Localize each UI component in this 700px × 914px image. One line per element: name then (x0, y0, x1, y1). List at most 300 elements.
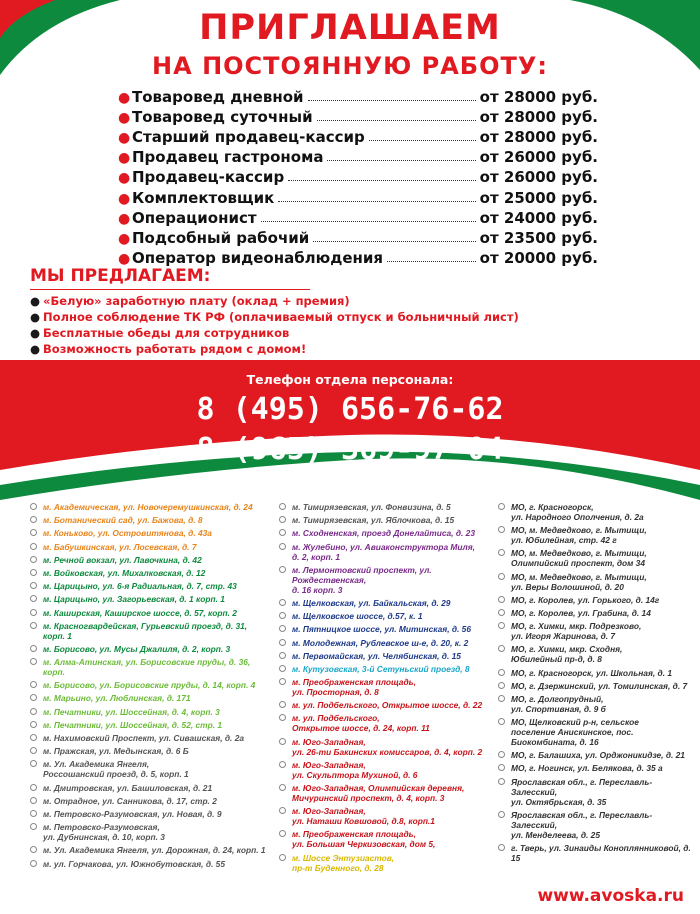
address-line-2: пр-т Буденного, д. 28 (292, 862, 384, 873)
vacancy-name: Товаровед суточный (132, 108, 313, 127)
address-line-2: д. 16 корп. 3 (292, 584, 343, 595)
circle-bullet-icon (30, 823, 37, 830)
address-item (498, 843, 698, 863)
address-text (511, 777, 698, 807)
address-item (279, 638, 494, 648)
address-item (30, 746, 270, 756)
address-line-1: м. Отрадное, ул. Санникова, д. 17, стр. 2 (43, 795, 217, 806)
address-line-1: МО, м. Медведково, г. Мытищи, (511, 571, 647, 582)
circle-bullet-icon (498, 764, 505, 771)
dot-leader (327, 160, 475, 161)
address-item (279, 829, 494, 849)
circle-bullet-icon (498, 718, 505, 725)
circle-bullet-icon (498, 844, 505, 851)
address-text (43, 568, 205, 578)
address-line-1: МО, м. Медведково, г. Мытищи, (511, 548, 647, 559)
address-column-2 (279, 502, 494, 876)
address-line-2: Открытое шоссе, д. 24, корп. 11 (292, 723, 430, 734)
address-item (279, 565, 494, 595)
address-text (43, 502, 253, 512)
address-text (43, 594, 225, 604)
address-column-1 (30, 502, 270, 872)
address-text (292, 760, 417, 780)
address-line-1: м. Преображенская площадь, (292, 677, 416, 688)
address-line-2: ул. Просторная, д. 8 (292, 687, 379, 698)
bullet-icon: ● (30, 326, 41, 340)
circle-bullet-icon (30, 645, 37, 652)
address-item (30, 528, 270, 538)
bullet-icon: ● (30, 342, 41, 356)
vacancy-salary: от 25000 руб. (479, 188, 598, 207)
circle-bullet-icon (498, 682, 505, 689)
address-item (30, 822, 270, 842)
address-text (43, 608, 237, 618)
address-line-1: МО, г. Красногорск, ул. Школьная, д. 1 (511, 667, 673, 678)
address-item (30, 733, 270, 743)
address-text (43, 746, 189, 756)
bullet-icon: ● (118, 150, 131, 167)
address-line-1: м. Коньково, ул. Островитянова, д. 43а (43, 528, 212, 539)
circle-bullet-icon (279, 625, 286, 632)
address-text (43, 845, 266, 855)
vacancy-salary: от 26000 руб. (479, 148, 598, 167)
address-text (511, 572, 647, 592)
circle-bullet-icon (30, 582, 37, 589)
address-item (279, 700, 494, 710)
vacancy-row (118, 227, 598, 247)
address-line-1: м. Сходненская, проезд Донелайтиса, д. 23 (292, 528, 475, 539)
circle-bullet-icon (30, 734, 37, 741)
address-text (43, 759, 189, 779)
address-line-2: ул. 26-ти Бакинских комиссаров, д. 4, корп. 2 (292, 746, 483, 757)
vacancy-name: Товаровед дневной (132, 88, 304, 107)
address-line-1: м. Марьино, ул. Люблинская, д. 171 (43, 693, 191, 704)
address-line-1: м. Петровско-Разумовская, ул. Новая, д. 9 (43, 808, 222, 819)
address-text (292, 528, 475, 538)
offer-text: Возможность работать рядом с домом! (43, 342, 307, 356)
address-item (30, 581, 270, 591)
address-line-2: ул. Юбилейная, стр. 42 г (511, 535, 617, 546)
address-text (292, 700, 482, 710)
address-text (43, 542, 196, 552)
dot-leader (278, 201, 475, 202)
circle-bullet-icon (30, 760, 37, 767)
circle-bullet-icon (498, 526, 505, 533)
address-line-1: м. Печатники, ул. Шоссейная, д. 52, стр. 1 (43, 719, 223, 730)
address-text (511, 750, 685, 760)
dot-leader (313, 241, 475, 242)
address-line-1: г. Тверь, ул. Зинаиды Коноплянниковой, д. 15 (511, 843, 691, 863)
circle-bullet-icon (30, 681, 37, 688)
vacancy-row (118, 186, 598, 206)
address-line-1: м. Преображенская площадь, (292, 829, 416, 840)
address-item (279, 713, 494, 733)
address-item (279, 598, 494, 608)
address-line-1: м. Дмитровская, ул. Башиловская, д. 21 (43, 782, 213, 793)
address-text (43, 859, 225, 869)
circle-bullet-icon (279, 784, 286, 791)
address-item (30, 809, 270, 819)
address-text (43, 720, 222, 730)
vacancy-name: Старший продавец-кассир (132, 128, 365, 147)
circle-bullet-icon (30, 516, 37, 523)
address-text (292, 502, 451, 512)
address-item (30, 693, 270, 703)
circle-bullet-icon (30, 543, 37, 550)
address-item (30, 621, 270, 641)
offer-title: МЫ ПРЕДЛАГАЕМ: (30, 266, 211, 286)
address-item (498, 717, 698, 747)
circle-bullet-icon (30, 860, 37, 867)
address-line-1: м. Борисово, ул. Мусы Джалиля, д. 2, корп. 3 (43, 643, 231, 654)
address-item (30, 644, 270, 654)
circle-bullet-icon (498, 778, 505, 785)
headline-subtitle: НА ПОСТОЯННУЮ РАБОТУ: (152, 52, 548, 80)
address-item (30, 568, 270, 578)
address-line-2: Олимпийский проспект, дом 34 (511, 558, 645, 569)
circle-bullet-icon (279, 807, 286, 814)
circle-bullet-icon (279, 529, 286, 536)
address-line-2: ул. Наташи Ковшовой, д.8, корп.1 (292, 816, 435, 827)
address-line-1: МО, г. Королев, ул. Горького, д. 14г (511, 594, 660, 605)
address-item (498, 681, 698, 691)
bullet-icon: ● (118, 190, 131, 207)
address-text (511, 608, 651, 618)
address-line-1: м. Печатники, ул. Шоссейная, д. 4, корп. 3 (43, 706, 220, 717)
address-text (43, 657, 270, 677)
address-text (43, 528, 212, 538)
address-text (292, 542, 475, 562)
address-line-1: м. Кутузовская, 3-й Сетуньский проезд, 8 (292, 663, 470, 674)
circle-bullet-icon (30, 797, 37, 804)
address-line-2: ул. Веры Волошиной, д. 20 (511, 581, 624, 592)
email-link[interactable]: E-mail: kadrovik@avoska.ru (252, 473, 448, 488)
bullet-icon: ● (118, 170, 131, 187)
circle-bullet-icon (30, 721, 37, 728)
address-text (43, 783, 212, 793)
address-line-1: м. Юго-Западная, (292, 759, 366, 770)
address-text (511, 525, 647, 545)
circle-bullet-icon (30, 747, 37, 754)
address-item (279, 611, 494, 621)
circle-bullet-icon (279, 639, 286, 646)
circle-bullet-icon (498, 695, 505, 702)
address-text (292, 737, 482, 757)
address-item (279, 760, 494, 780)
address-line-2: ул. Спортивная, д. 9 б (511, 703, 606, 714)
circle-bullet-icon (279, 830, 286, 837)
address-item (279, 677, 494, 697)
circle-bullet-icon (30, 569, 37, 576)
address-line-1: м. Нахимовский Проспект, ул. Сивашская, д. 2а (43, 733, 245, 743)
address-text (511, 810, 698, 840)
address-text (511, 502, 644, 522)
address-item (498, 608, 698, 618)
bullet-icon: ● (118, 230, 131, 247)
address-line-1: м. Шоссе Энтузиастов, (292, 852, 395, 863)
address-item (498, 572, 698, 592)
address-item (498, 525, 698, 545)
vacancy-salary: от 28000 руб. (479, 88, 598, 107)
headline-title: ПРИГЛАШАЕМ (199, 8, 501, 48)
offer-item (30, 294, 519, 310)
circle-bullet-icon (279, 516, 286, 523)
address-text (292, 611, 423, 621)
circle-bullet-icon (30, 694, 37, 701)
address-text (43, 796, 217, 806)
address-line-1: м. Пятницкое шоссе, ул. Митинская, д. 56 (292, 624, 471, 635)
address-line-1: м. Ул. Академика Янгеля, (43, 759, 150, 770)
address-text (292, 677, 416, 697)
vacancy-row (118, 86, 598, 106)
address-text (43, 809, 222, 819)
address-line-1: м. Ул. Академика Янгеля, ул. Дорожная, д. 24, корп. 1 (43, 845, 266, 856)
vacancy-salary: от 26000 руб. (479, 168, 598, 187)
circle-bullet-icon (498, 573, 505, 580)
address-text (511, 681, 687, 691)
address-text (292, 783, 464, 803)
address-item (279, 664, 494, 674)
address-line-2: Юбилейный пр-д, д. 8 (511, 654, 602, 665)
circle-bullet-icon (498, 811, 505, 818)
address-line-1: Ярославская обл., г. Переславль-Залесский, (511, 809, 653, 830)
address-text (292, 651, 461, 661)
address-text (43, 581, 237, 591)
address-item (498, 548, 698, 568)
offer-item (30, 342, 519, 358)
address-text (43, 555, 202, 565)
address-item (498, 810, 698, 840)
circle-bullet-icon (279, 854, 286, 861)
dot-leader (288, 180, 475, 181)
address-line-2: ул. Народного Ополчения, д. 2а (511, 512, 644, 522)
bullet-icon: ● (118, 90, 131, 107)
address-line-1: МО, Щелковский р-н, сельское (511, 717, 639, 728)
address-text (292, 829, 435, 849)
address-item (498, 763, 698, 773)
vacancy-row (118, 106, 598, 126)
address-text (43, 707, 220, 717)
vacancy-row (118, 207, 598, 227)
address-line-1: м. Юго-Западная, (292, 806, 366, 817)
address-text (43, 644, 230, 654)
address-line-1: Ярославская обл., г. Переславль-Залесский, (511, 776, 653, 797)
address-line-2: ул. Октябрьская, д. 35 (511, 796, 607, 807)
circle-bullet-icon (30, 846, 37, 853)
address-item (498, 644, 698, 664)
circle-bullet-icon (30, 708, 37, 715)
address-item (279, 542, 494, 562)
address-item (30, 859, 270, 869)
address-item (30, 796, 270, 806)
vacancy-salary: от 28000 руб. (479, 108, 598, 127)
circle-bullet-icon (498, 669, 505, 676)
circle-bullet-icon (279, 612, 286, 619)
vacancy-row (118, 146, 598, 166)
address-item (498, 502, 698, 522)
address-text (292, 806, 435, 826)
bullet-icon: ● (118, 250, 131, 267)
address-text (292, 853, 394, 873)
address-item (30, 594, 270, 604)
address-item (30, 502, 270, 512)
address-line-2: ул. Скульптора Мухиной, д. 6 (292, 769, 418, 780)
address-item (30, 555, 270, 565)
vacancy-name: Оператор видеонаблюдения (132, 248, 384, 267)
address-line-1: м. Алма-Атинская, ул. Борисовские пруды, д. 36, корп. (43, 657, 251, 678)
address-item (498, 668, 698, 678)
address-text (511, 843, 698, 863)
vacancy-name: Подсобный рабочий (132, 228, 310, 247)
circle-bullet-icon (279, 678, 286, 685)
address-line-1: м. Царицыно, ул. Загорьевская, д. 1 корп. 1 (43, 594, 225, 605)
address-line-1: м. Жулебино, ул. Авиаконструктора Миля, (292, 541, 475, 552)
bullet-icon: ● (30, 310, 41, 324)
address-text (43, 621, 270, 641)
address-text (511, 595, 659, 605)
offer-divider (30, 289, 310, 290)
address-line-1: МО, г. Королев, ул. Грабина, д. 14 (511, 607, 651, 618)
address-line-2: ул. Большая Черкизовская, дом 5, (292, 839, 436, 850)
vacancy-row (118, 247, 598, 267)
offer-list (30, 294, 519, 358)
address-line-1: м. Петровско-Разумовская, (43, 822, 160, 833)
address-item (279, 515, 494, 525)
bullet-icon: ● (118, 110, 131, 127)
address-line-2: поселение Анискинское, пос. Биокомбината, д. 16 (511, 727, 634, 748)
address-text (511, 763, 663, 773)
dot-leader (317, 120, 476, 121)
circle-bullet-icon (498, 596, 505, 603)
circle-bullet-icon (279, 738, 286, 745)
address-item (30, 680, 270, 690)
address-line-1: МО, м. Медведково, г. Мытищи, (511, 525, 647, 536)
offer-text: Полное соблюдение ТК РФ (оплачиваемый отпуск и больничный лист) (43, 310, 519, 324)
dot-leader (261, 221, 476, 222)
address-text (43, 733, 244, 743)
circle-bullet-icon (498, 645, 505, 652)
address-line-1: м. Бабушкинская, ул. Лосевская, д. 7 (43, 541, 197, 552)
address-text (511, 717, 698, 747)
circle-bullet-icon (30, 503, 37, 510)
address-line-1: м. Тимирязевская, ул. Яблочкова, д. 15 (292, 515, 455, 526)
address-item (30, 608, 270, 618)
offer-item (30, 326, 519, 342)
website-link[interactable]: www.avoska.ru (537, 886, 684, 906)
circle-bullet-icon (498, 609, 505, 616)
address-item (279, 853, 494, 873)
circle-bullet-icon (498, 503, 505, 510)
circle-bullet-icon (30, 595, 37, 602)
address-text (511, 548, 647, 568)
circle-bullet-icon (279, 761, 286, 768)
address-text (511, 644, 622, 664)
dot-leader (387, 261, 476, 262)
offer-text: Бесплатные обеды для сотрудников (43, 326, 290, 340)
address-text (511, 621, 641, 641)
vacancy-row (118, 166, 598, 186)
vacancy-name: Операционист (132, 208, 257, 227)
address-text (511, 694, 606, 714)
address-item (30, 759, 270, 779)
address-line-1: МО, г. Химки, мкр. Подрезково, (511, 621, 642, 632)
address-line-1: м. Юго-Западная, Олимпийская деревня, (292, 783, 465, 793)
address-item (498, 694, 698, 714)
address-line-1: м. Щелковская, ул. Байкальская, д. 29 (292, 597, 451, 608)
address-item (279, 806, 494, 826)
address-text (292, 515, 454, 525)
bullet-icon: ● (118, 130, 131, 147)
address-line-1: м. Первомайская, ул. Челябинская, д. 15 (292, 650, 461, 661)
address-item (30, 707, 270, 717)
address-line-2: Мичуринский проспект, д. 4, корп. 3 (292, 793, 445, 803)
address-item (30, 515, 270, 525)
vacancy-salary: от 23500 руб. (479, 228, 598, 247)
vacancy-row (118, 126, 598, 146)
vacancy-salary: от 28000 руб. (479, 128, 598, 147)
address-line-2: д. 2, корп. 1 (292, 551, 341, 562)
address-line-1: МО, г. Красногорск, (511, 502, 594, 512)
address-item (279, 651, 494, 661)
address-text (292, 624, 471, 634)
circle-bullet-icon (279, 665, 286, 672)
address-item (498, 777, 698, 807)
circle-bullet-icon (498, 549, 505, 556)
address-line-1: МО, г. Долгопрудный, (511, 693, 604, 704)
address-line-1: м. Царицыно, ул. 6-я Радиальная, д. 7, стр. 43 (43, 581, 237, 592)
address-text (43, 680, 255, 690)
offer-text: «Белую» заработную плату (оклад + премия) (43, 294, 350, 308)
dot-leader (308, 100, 476, 101)
address-text (43, 822, 165, 842)
address-item (279, 624, 494, 634)
phone-number-1[interactable]: 8 (495) 656-76-62 (196, 392, 504, 427)
address-line-1: м. Борисово, ул. Борисовские пруды, д. 14, корп. 4 (43, 680, 256, 691)
address-line-1: м. Тимирязевская, ул. Фонвизина, д. 5 (292, 502, 451, 512)
circle-bullet-icon (279, 566, 286, 573)
phone-number-2[interactable]: 8 (965) 369-97-04 (196, 432, 504, 467)
address-line-2: ул. Игоря Жариновa, д. 7 (511, 631, 616, 642)
address-line-1: МО, г. Ногинск, ул. Белякова, д. 35 а (511, 763, 663, 774)
address-line-1: м. Лермонтовский проспект, ул. Рождественская, (292, 564, 432, 585)
vacancy-salary: от 24000 руб. (479, 208, 598, 227)
vacancy-name: Комплектовщик (132, 188, 275, 207)
address-line-1: м. Щелковское шоссе, д.57, к. 1 (292, 611, 423, 622)
address-item (279, 502, 494, 512)
address-text (43, 693, 191, 703)
address-line-1: м. ул. Подбельского, (292, 713, 380, 724)
address-line-1: м. Пражская, ул. Медынская, д. 6 Б (43, 746, 189, 757)
address-line-1: м. Войковская, ул. Михалковская, д. 12 (43, 567, 206, 578)
address-item (279, 783, 494, 803)
circle-bullet-icon (498, 622, 505, 629)
address-item (498, 621, 698, 641)
address-line-1: м. ул. Подбельского, Открытое шоссе, д. 22 (292, 700, 483, 711)
address-text (292, 565, 494, 595)
address-line-1: м. Молодежная, Рублевское ш-е, д. 20, к. 2 (292, 637, 469, 648)
address-item (30, 783, 270, 793)
circle-bullet-icon (279, 714, 286, 721)
circle-bullet-icon (279, 652, 286, 659)
address-line-1: МО, г. Балашиха, ул. Орджоникидзе, д. 21 (511, 750, 685, 761)
circle-bullet-icon (279, 701, 286, 708)
address-line-2: ул. Менделеева, д. 25 (511, 829, 600, 840)
vacancy-name: Продавец-кассир (132, 168, 285, 187)
vacancy-salary: от 20000 руб. (479, 248, 598, 267)
address-line-1: м. ул. Горчакова, ул. Южнобутовская, д. 55 (43, 858, 225, 869)
address-text (511, 668, 672, 678)
address-text (292, 598, 450, 608)
